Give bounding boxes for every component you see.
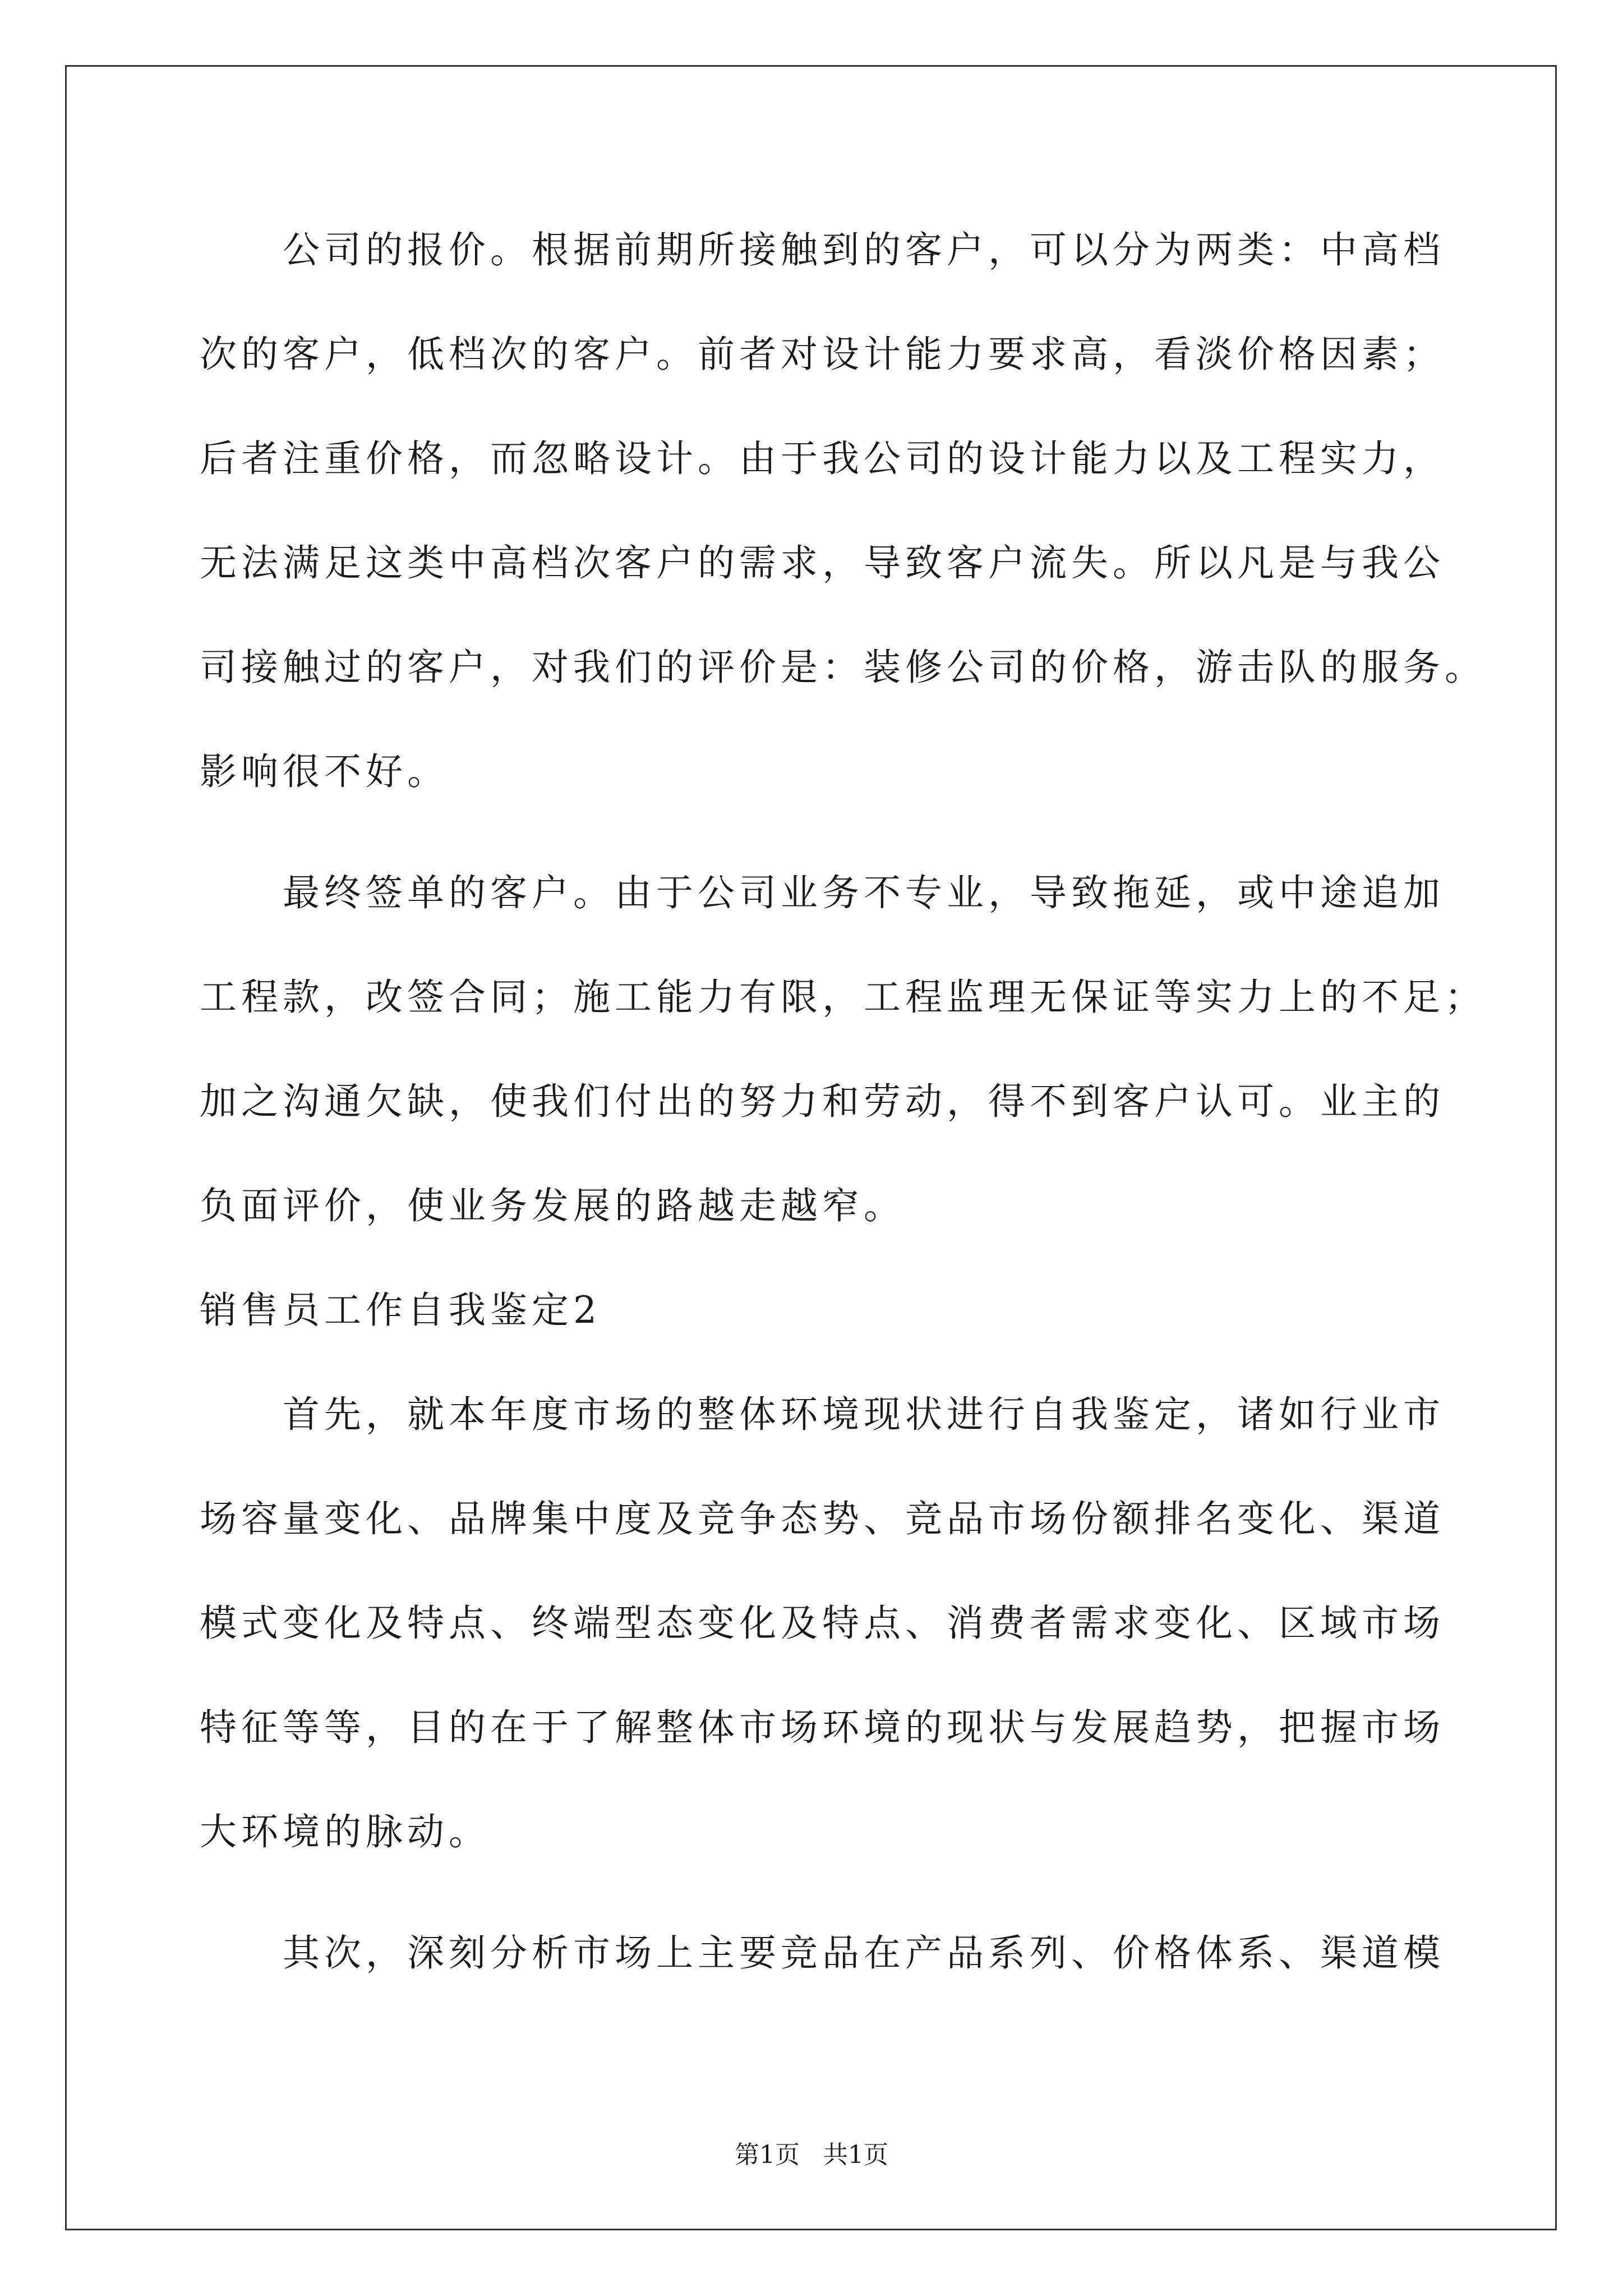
text-line: 场容量变化、品牌集中度及竞争态势、竞品市场份额排名变化、渠道 (200, 1497, 1445, 1540)
text-line: 无法满足这类中高档次客户的需求，导致客户流失。所以凡是与我公 (200, 541, 1445, 585)
text-line: 工程款，改签合同；施工能力有限，工程监理无保证等实力上的不足； (200, 976, 1486, 1019)
text-line: 负面评价，使业务发展的路越走越窄。 (200, 1184, 905, 1227)
text-line: 特征等等，目的在于了解整体市场环境的现状与发展趋势，把握市场 (200, 1706, 1445, 1749)
section-heading: 销售员工作自我鉴定2 (200, 1289, 601, 1332)
text-line: 次的客户，低档次的客户。前者对设计能力要求高，看淡价格因素； (200, 333, 1445, 376)
text-line: 大环境的脉动。 (200, 1810, 490, 1853)
page-border (65, 65, 1557, 2230)
text-line: 司接触过的客户，对我们的评价是：装修公司的价格，游击队的服务。 (200, 646, 1486, 689)
text-line: 模式变化及特点、终端型态变化及特点、消费者需求变化、区域市场 (200, 1602, 1445, 1645)
text-line: 首先，就本年度市场的整体环境现状进行自我鉴定，诸如行业市 (200, 1393, 1445, 1436)
text-line: 后者注重价格，而忽略设计。由于我公司的设计能力以及工程实力， (200, 437, 1445, 480)
text-line: 加之沟通欠缺，使我们付出的努力和劳动，得不到客户认可。业主的 (200, 1080, 1445, 1123)
text-line: 最终签单的客户。由于公司业务不专业，导致拖延，或中途追加 (200, 871, 1445, 914)
page-footer (0, 2139, 1623, 2171)
text-line: 影响很不好。 (200, 750, 449, 793)
text-line: 公司的报价。根据前期所接触到的客户，可以分为两类：中高档 (200, 228, 1445, 272)
page-total: 共1页 (823, 2141, 888, 2169)
page-number: 第1页 (735, 2141, 800, 2169)
text-line: 其次，深刻分析市场上主要竞品在产品系列、价格体系、渠道模 (200, 1931, 1445, 1975)
